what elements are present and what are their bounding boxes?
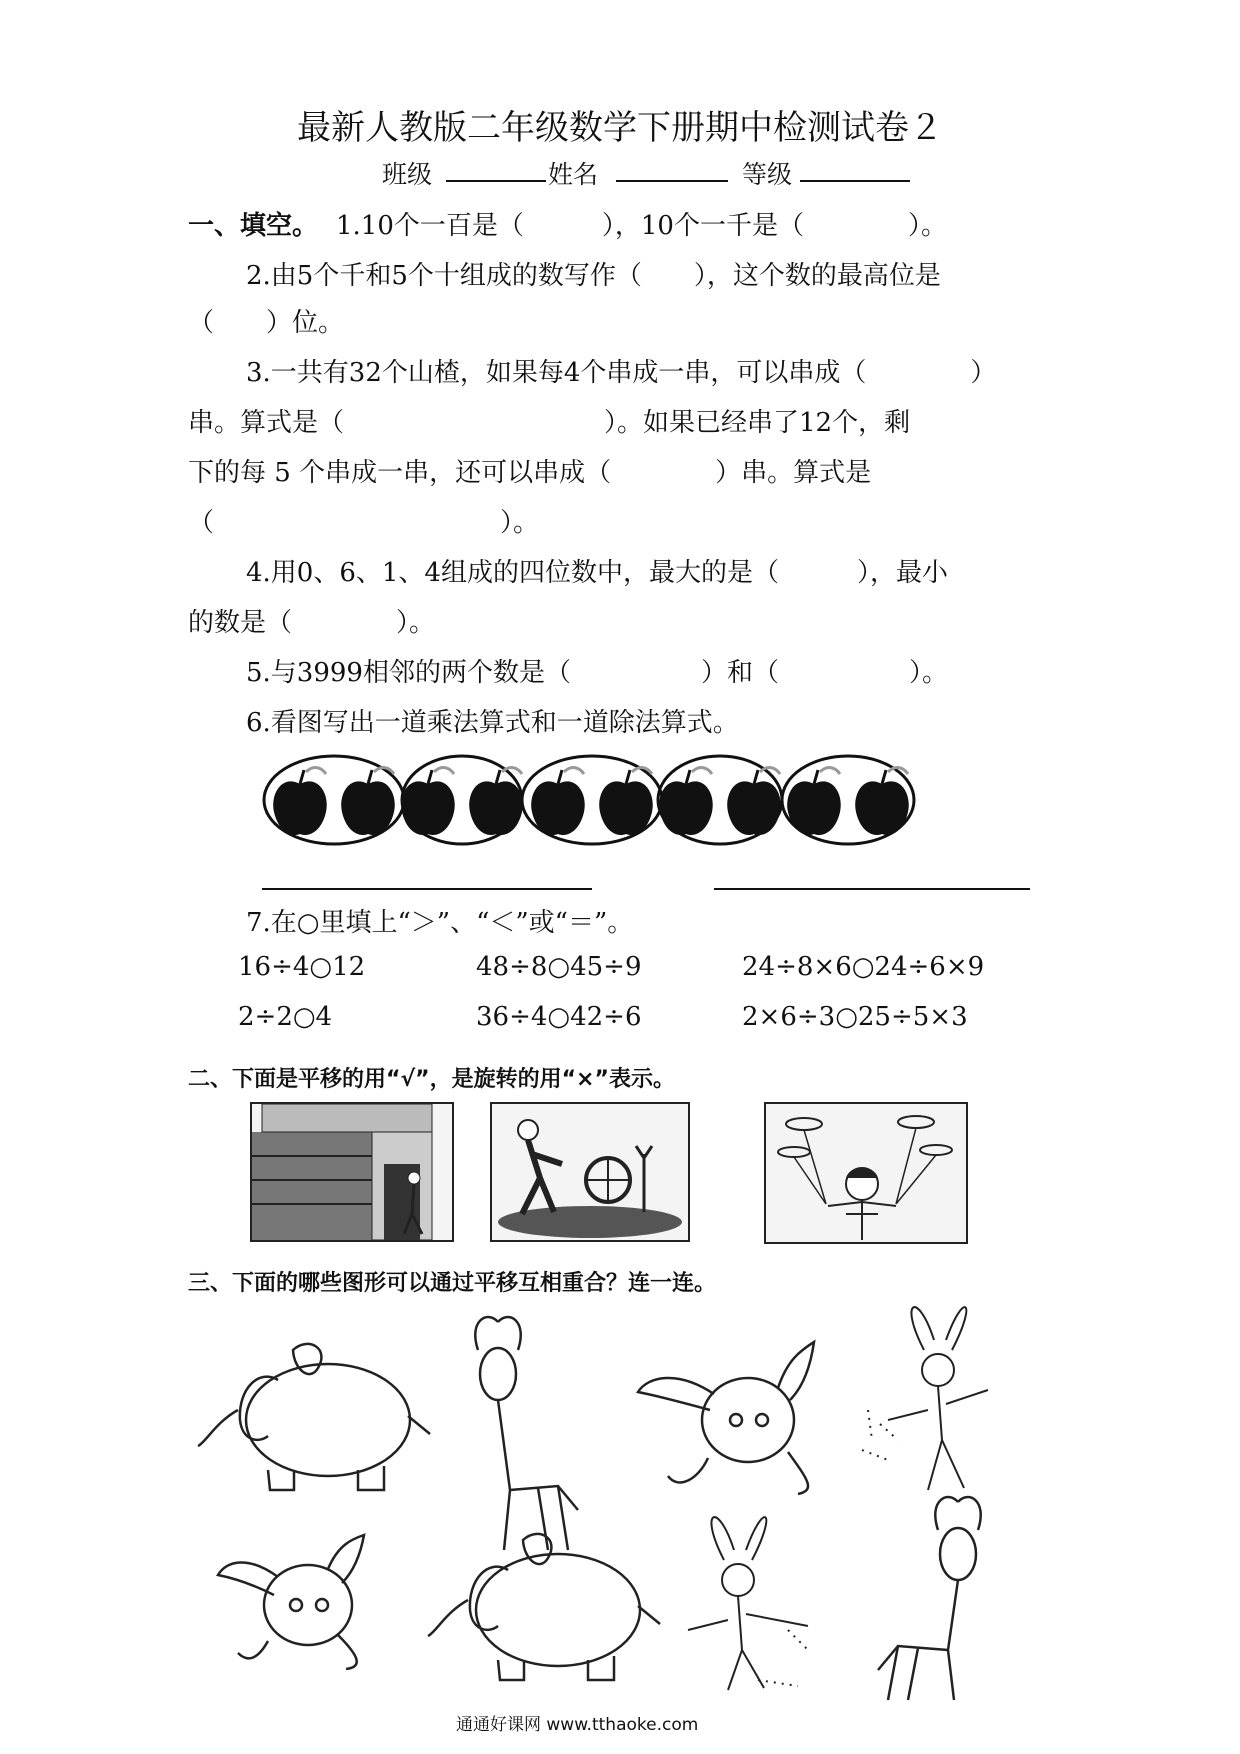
question-7: 7.在○里填上“＞”、“＜”或“＝”。	[246, 908, 634, 938]
section2-heading: 二、下面是平移的用“√”，是旋转的用“×”表示。	[188, 1067, 675, 1092]
question-6: 6.看图写出一道乘法算式和一道除法算式。	[246, 708, 739, 738]
elephant-drawing	[428, 1534, 660, 1680]
apple-icon	[599, 768, 653, 835]
multiplication-answer-line[interactable]	[262, 888, 592, 890]
question-3-line3: 下的每 5 个串成一串，还可以串成（ ）串。算式是	[188, 458, 872, 488]
elephant-drawing	[198, 1344, 430, 1490]
fairy-drawing	[862, 1307, 988, 1490]
question-1: 1.10个一百是（ ），10个一千是（ ）。	[336, 211, 947, 241]
apples-figure	[262, 752, 922, 862]
fairy-drawing	[688, 1517, 808, 1690]
compare-item: 16÷4○12	[238, 952, 366, 982]
antelope-drawing	[878, 1497, 981, 1700]
division-answer-line[interactable]	[714, 888, 1030, 890]
question-3-line4: （ ）。	[188, 508, 540, 538]
apple-icon	[531, 768, 585, 835]
question-2-line1: 2.由5个千和5个十组成的数写作（ ），这个数的最高位是	[246, 261, 941, 291]
name-label: 姓名	[548, 160, 599, 189]
section3-heading: 三、下面的哪些图形可以通过平移互相重合？连一连。	[188, 1271, 717, 1296]
question-5: 5.与3999相邻的两个数是（ ）和（ ）。	[246, 658, 948, 688]
question-2-line2: （ ）位。	[188, 308, 345, 338]
question-4-line1: 4.用0、6、1、4组成的四位数中，最大的是（ ），最小	[246, 558, 948, 588]
class-label: 班级	[382, 160, 433, 189]
question-3-line1: 3.一共有32个山楂，如果每4个串成一串，可以串成（ ）	[246, 358, 997, 388]
apple-icon	[341, 768, 395, 835]
question-3-line2: 串。算式是（ ）。如果已经串了12个，剩	[188, 408, 911, 438]
rabbit-drawing	[638, 1342, 814, 1494]
compare-item: 2÷2○4	[238, 1002, 333, 1032]
garage-door-picture	[250, 1102, 454, 1242]
rabbit-drawing	[218, 1535, 364, 1669]
compare-item: 2×6÷3○25÷5×3	[742, 1002, 968, 1032]
page-title: 最新人教版二年级数学下册期中检测试卷２	[297, 108, 943, 148]
apple-icon	[273, 768, 327, 835]
grade-blank[interactable]	[800, 158, 910, 182]
plate-spinning-girl-picture	[764, 1102, 968, 1244]
compare-item: 24÷8×6○24÷6×9	[742, 952, 985, 982]
section1-heading: 一、填空。	[188, 211, 319, 241]
footer-watermark: 通通好课网 www.tthaoke.com	[456, 1715, 699, 1735]
compare-item: 36÷4○42÷6	[476, 1002, 642, 1032]
apple-icon	[787, 768, 841, 835]
matching-animals-figure	[188, 1300, 1068, 1690]
grade-label: 等级	[742, 160, 793, 189]
antelope-drawing	[475, 1317, 578, 1550]
class-blank[interactable]	[446, 158, 546, 182]
man-with-wheel-picture	[490, 1102, 690, 1242]
question-4-line2: 的数是（ ）。	[188, 608, 436, 638]
name-blank[interactable]	[616, 158, 728, 182]
apple-icon	[855, 768, 909, 835]
compare-item: 48÷8○45÷9	[476, 952, 642, 982]
